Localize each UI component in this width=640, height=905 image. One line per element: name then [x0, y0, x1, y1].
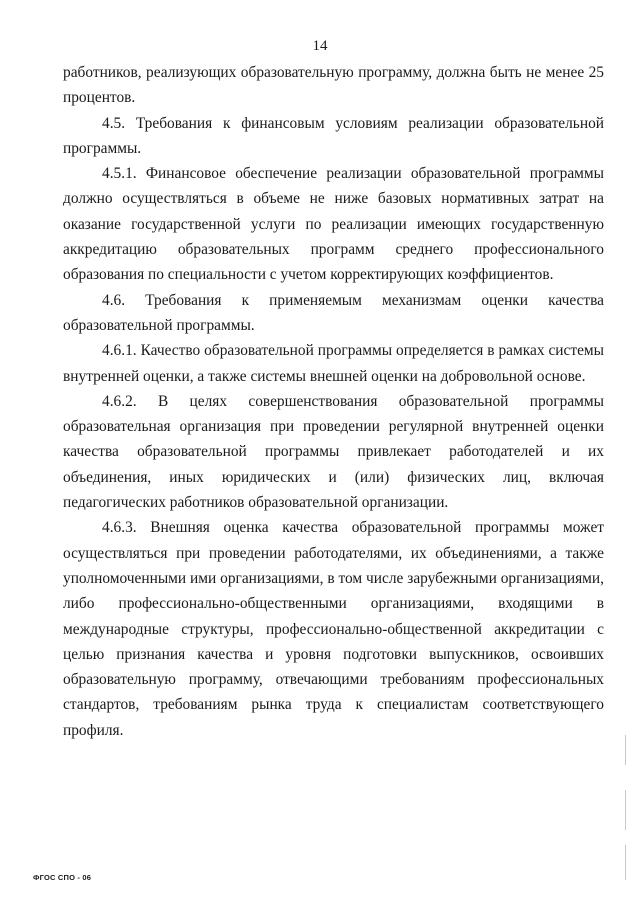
paragraph-continuation: работников, реализующих образовательную программу, должна быть не менее 25 процентов.	[63, 64, 604, 107]
paragraph-4-6: 4.6. Требования к применяемым механизмам оценки качества образовательной программы.	[63, 291, 604, 334]
paragraph-4-6-1: 4.6.1. Качество образовательной программы определяется в рамках системы внутренней оценки, а также системы внешней оценки на добровольной основе.	[63, 342, 604, 385]
document-body	[63, 60, 604, 743]
paragraph-4-6-3: 4.6.3. Внешняя оценка качества образовательной программы может осуществляться при проведении работодателями, их объединениями, а также уполномоченными ими организациями, в том числе зарубежными организациями, либо профессионально-общественными организациями, входящими в международные структуры, профессионально-общественной аккредитации с целью признания качества и уровня подготовки выпускников, освоивших образовательную программу, отвечающими требованиям профессиональных стандартов, требованиям рынка труда к специалистам соответствующего профиля.	[63, 519, 604, 739]
scan-artifact	[625, 845, 626, 880]
scan-artifact	[625, 790, 626, 830]
paragraph-4-5-1: 4.5.1. Финансовое обеспечение реализации образовательной программы должно осуществляться в объеме не ниже базовых нормативных затрат на оказание государственной услуги по реализации имеющих государственную аккредитацию образовательных программ среднего профессионального образования по специальности с учетом корректирующих коэффициентов.	[63, 165, 604, 284]
scan-artifact	[625, 735, 626, 765]
paragraph-4-6-2: 4.6.2. В целях совершенствования образовательной программы образовательная организация при проведении регулярной внутренней оценки качества образовательной программы привлекает работодателей и их объединения, иных юридических и (или) физических лиц, включая педагогических работников образовательной организации.	[63, 392, 604, 512]
paragraph-4-5: 4.5. Требования к финансовым условиям реализации образовательной программы.	[63, 114, 604, 157]
footer-code: ФГОС СПО - 06	[33, 873, 92, 882]
page-number: 14	[312, 38, 328, 54]
